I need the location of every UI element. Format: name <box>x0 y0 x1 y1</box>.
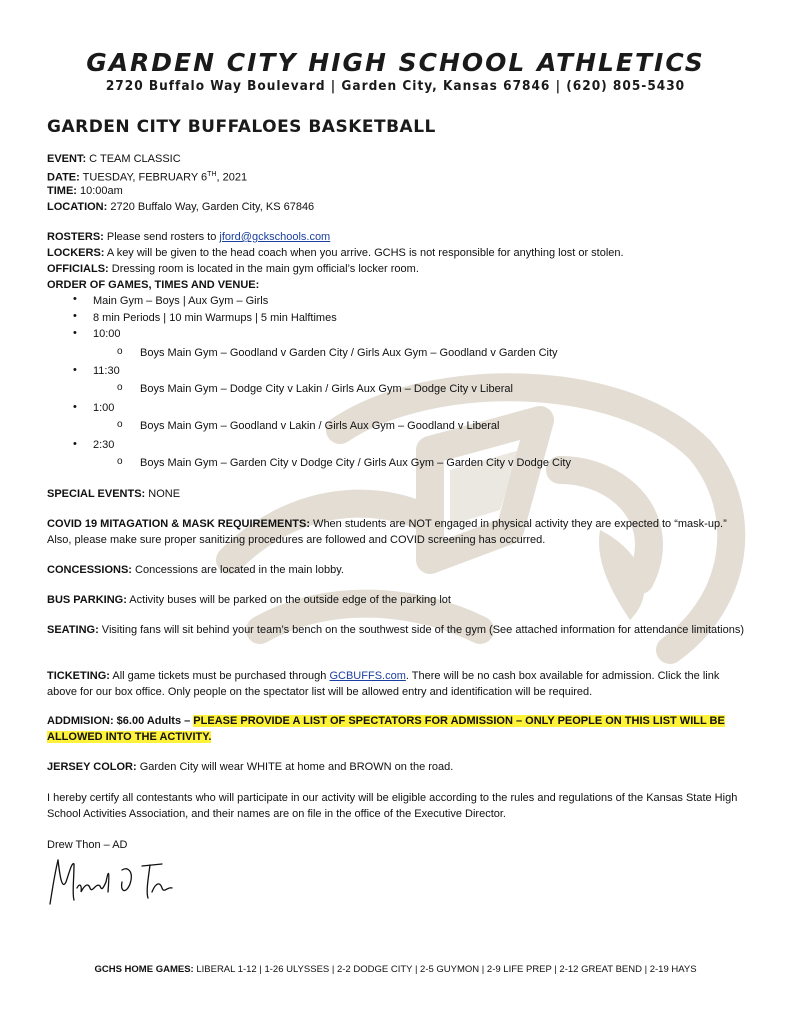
date-year: , 2021 <box>216 171 248 184</box>
ticketing-paragraph <box>47 668 747 700</box>
letterhead-title: GARDEN CITY HIGH SCHOOL ATHLETICS <box>86 48 705 77</box>
order-heading-text: ORDER OF GAMES, TIMES AND VENUE: <box>47 279 260 291</box>
lockers-label: LOCKERS: <box>47 247 105 259</box>
letterhead-address: 2720 Buffalo Way Boulevard | Garden City, Kansas 67846 | (620) 805-5430 <box>105 78 686 94</box>
ticketing-value-cont: . There will be no cash box available for admission. Click the link above for our box office. Only people on the spectator list will be allowed entry and identification will be required. <box>47 670 720 698</box>
document-title: GARDEN CITY BUFFALOES BASKETBALL <box>47 117 436 137</box>
ticketing-value: All game tickets must be purchased through <box>109 670 330 682</box>
jersey-value: Garden City will wear WHITE at home and BROWN on the road. <box>136 761 454 773</box>
seating-label: SEATING: <box>47 624 99 636</box>
location-value: 2720 Buffalo Way, Garden City, KS 67846 <box>107 201 315 213</box>
footer-value: LIBERAL 1-12 | 1-26 ULYSSES | 2-2 DODGE CITY | 2-5 GUYMON | 2-9 LIFE PREP | 2-12 GREAT BEND | 2-19 HAYS <box>193 964 697 975</box>
covid-paragraph <box>47 516 747 548</box>
signer-name: Drew Thon – AD <box>47 839 128 851</box>
date-value: TUESDAY, FEBRUARY 6 <box>79 171 208 184</box>
sub-bullet-circle: o <box>117 456 123 467</box>
game-time-4: 2:30 <box>93 439 115 451</box>
rosters-label: ROSTERS: <box>47 231 104 243</box>
location-label: LOCATION: <box>47 201 108 213</box>
certify-paragraph: I hereby certify all contestants who will participate in our activity will be eligible according to the rules and regulations of the Kansas State High School Activities Association, and their names are on file in the office of the Executive Director. <box>47 792 738 820</box>
time-label: TIME: <box>47 185 77 197</box>
event-label: EVENT: <box>47 153 87 165</box>
game-time-2: 11:30 <box>93 365 120 377</box>
time-line <box>47 184 123 198</box>
gcbuffs-link[interactable]: GCBUFFS.com <box>329 670 406 682</box>
game-time-1: 10:00 <box>93 328 121 340</box>
jersey-label: JERSEY COLOR: <box>47 761 137 773</box>
footer-home-games <box>0 964 791 975</box>
admission-paragraph <box>47 713 747 745</box>
rosters-email-link[interactable]: jford@gckschools.com <box>219 231 331 243</box>
order-heading <box>47 278 259 292</box>
officials-value: Dressing room is located in the main gym official’s locker room. <box>108 263 419 275</box>
footer-label: GCHS HOME GAMES: <box>94 964 194 975</box>
game-detail-4: Boys Main Gym – Garden City v Dodge City / Girls Aux Gym – Garden City v Dodge City <box>140 457 571 469</box>
officials-label: OFFICIALS: <box>47 263 109 275</box>
event-line <box>47 152 181 166</box>
sub-bullet-circle: o <box>117 346 123 357</box>
concessions-label: CONCESSIONS: <box>47 564 132 576</box>
covid-value: When students are NOT engaged in physical activity they are expected to “mask-up.” Also, please make sure proper sanitizing procedures are followed and COVID screening has occurred. <box>47 518 727 546</box>
date-suffix: TH <box>207 171 217 178</box>
date-label: DATE: <box>47 171 80 184</box>
lockers-line <box>47 246 624 260</box>
lockers-value: A key will be given to the head coach when you arrive. GCHS is not responsible for anything lost or stolen. <box>104 247 624 259</box>
admission-label: ADDMISION: $6.00 Adults – <box>47 715 194 727</box>
bullet-periods: 8 min Periods | 10 min Warmups | 5 min Halftimes <box>93 312 337 324</box>
time-value: 10:00am <box>76 185 123 197</box>
ticketing-label: TICKETING: <box>47 670 110 682</box>
date-line <box>47 168 247 185</box>
bullet-dot: • <box>73 438 77 450</box>
signature-image <box>44 852 174 912</box>
event-value: C TEAM CLASSIC <box>86 153 181 165</box>
rosters-value: Please send rosters to <box>103 231 220 243</box>
location-line <box>47 200 314 214</box>
bus-parking-value: Activity buses will be parked on the outside edge of the parking lot <box>126 594 451 606</box>
sub-bullet-circle: o <box>117 419 123 430</box>
bus-parking-label: BUS PARKING: <box>47 594 127 606</box>
bus-parking-line <box>47 593 451 607</box>
rosters-line <box>47 230 330 244</box>
admission-highlight: PLEASE PROVIDE A LIST OF SPECTATORS FOR ADMISSION – ONLY PEOPLE ON THIS LIST WILL BE ALLOWED INTO THE ACTIVITY. <box>47 715 725 743</box>
game-time-3: 1:00 <box>93 402 115 414</box>
game-detail-3: Boys Main Gym – Goodland v Lakin / Girls Aux Gym – Goodland v Liberal <box>140 420 500 432</box>
sub-bullet-circle: o <box>117 382 123 393</box>
bullet-dot: • <box>73 401 77 413</box>
concessions-line <box>47 563 344 577</box>
jersey-line <box>47 760 453 774</box>
game-detail-2: Boys Main Gym – Dodge City v Lakin / Girls Aux Gym – Dodge City v Liberal <box>140 383 513 395</box>
bullet-dot: • <box>73 293 77 305</box>
officials-line <box>47 262 419 276</box>
bullet-venue: Main Gym – Boys | Aux Gym – Girls <box>93 295 269 307</box>
seating-value: Visiting fans will sit behind your team’s bench on the southwest side of the gym (See attached information for attendance limitations) <box>98 624 745 636</box>
bullet-dot: • <box>73 310 77 322</box>
special-events-line <box>47 487 180 501</box>
seating-paragraph <box>47 622 747 638</box>
covid-label: COVID 19 MITAGATION & MASK REQUIREMENTS: <box>47 518 310 530</box>
concessions-value: Concessions are located in the main lobby. <box>131 564 344 576</box>
bullet-dot: • <box>73 364 77 376</box>
game-detail-1: Boys Main Gym – Goodland v Garden City / Girls Aux Gym – Goodland v Garden City <box>140 347 558 359</box>
special-events-label: SPECIAL EVENTS: <box>47 488 146 500</box>
special-events-value: NONE <box>145 488 181 500</box>
bullet-dot: • <box>73 327 77 339</box>
